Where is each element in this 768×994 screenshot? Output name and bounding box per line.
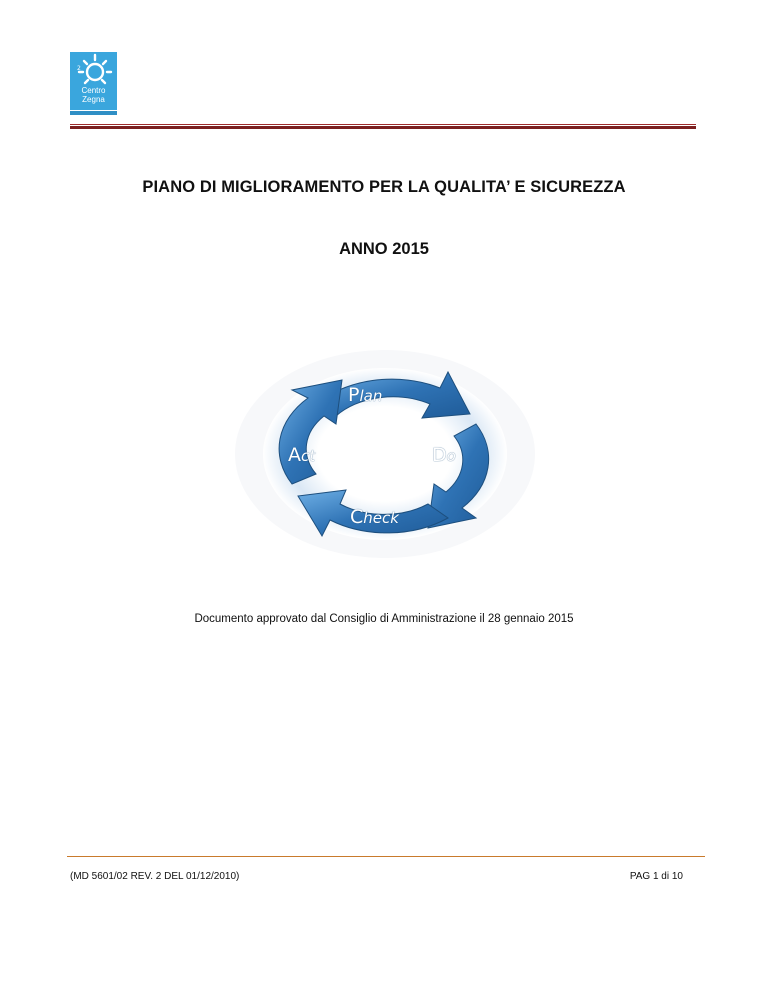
pdca-cycle-icon [226, 348, 544, 560]
footer-rule [67, 856, 705, 857]
pdca-cycle-diagram [226, 348, 544, 560]
document-year: ANNO 2015 [339, 240, 429, 258]
pdca-label-do: Do [432, 444, 456, 466]
footer-page-number: PAG 1 di 10 [629, 871, 683, 882]
header-rule [70, 124, 696, 129]
pdca-label-plan: Plan [348, 384, 383, 406]
approval-statement: Documento approvato dal Consiglio di Amministrazione il 28 gennaio 2015 [194, 613, 574, 625]
pdca-label-check: Check [350, 506, 399, 528]
company-logo [70, 52, 117, 115]
sun-logo-icon [70, 52, 117, 115]
document-title: PIANO DI MIGLIORAMENTO PER LA QUALITA’ E SICUREZZA [142, 178, 626, 196]
logo-text: Centro Zegna [81, 86, 106, 104]
pdca-label-act: Act [288, 444, 316, 466]
footer-document-code: (MD 5601/02 REV. 2 DEL 01/12/2010) [70, 871, 240, 882]
svg-text:2: 2 [77, 65, 81, 72]
